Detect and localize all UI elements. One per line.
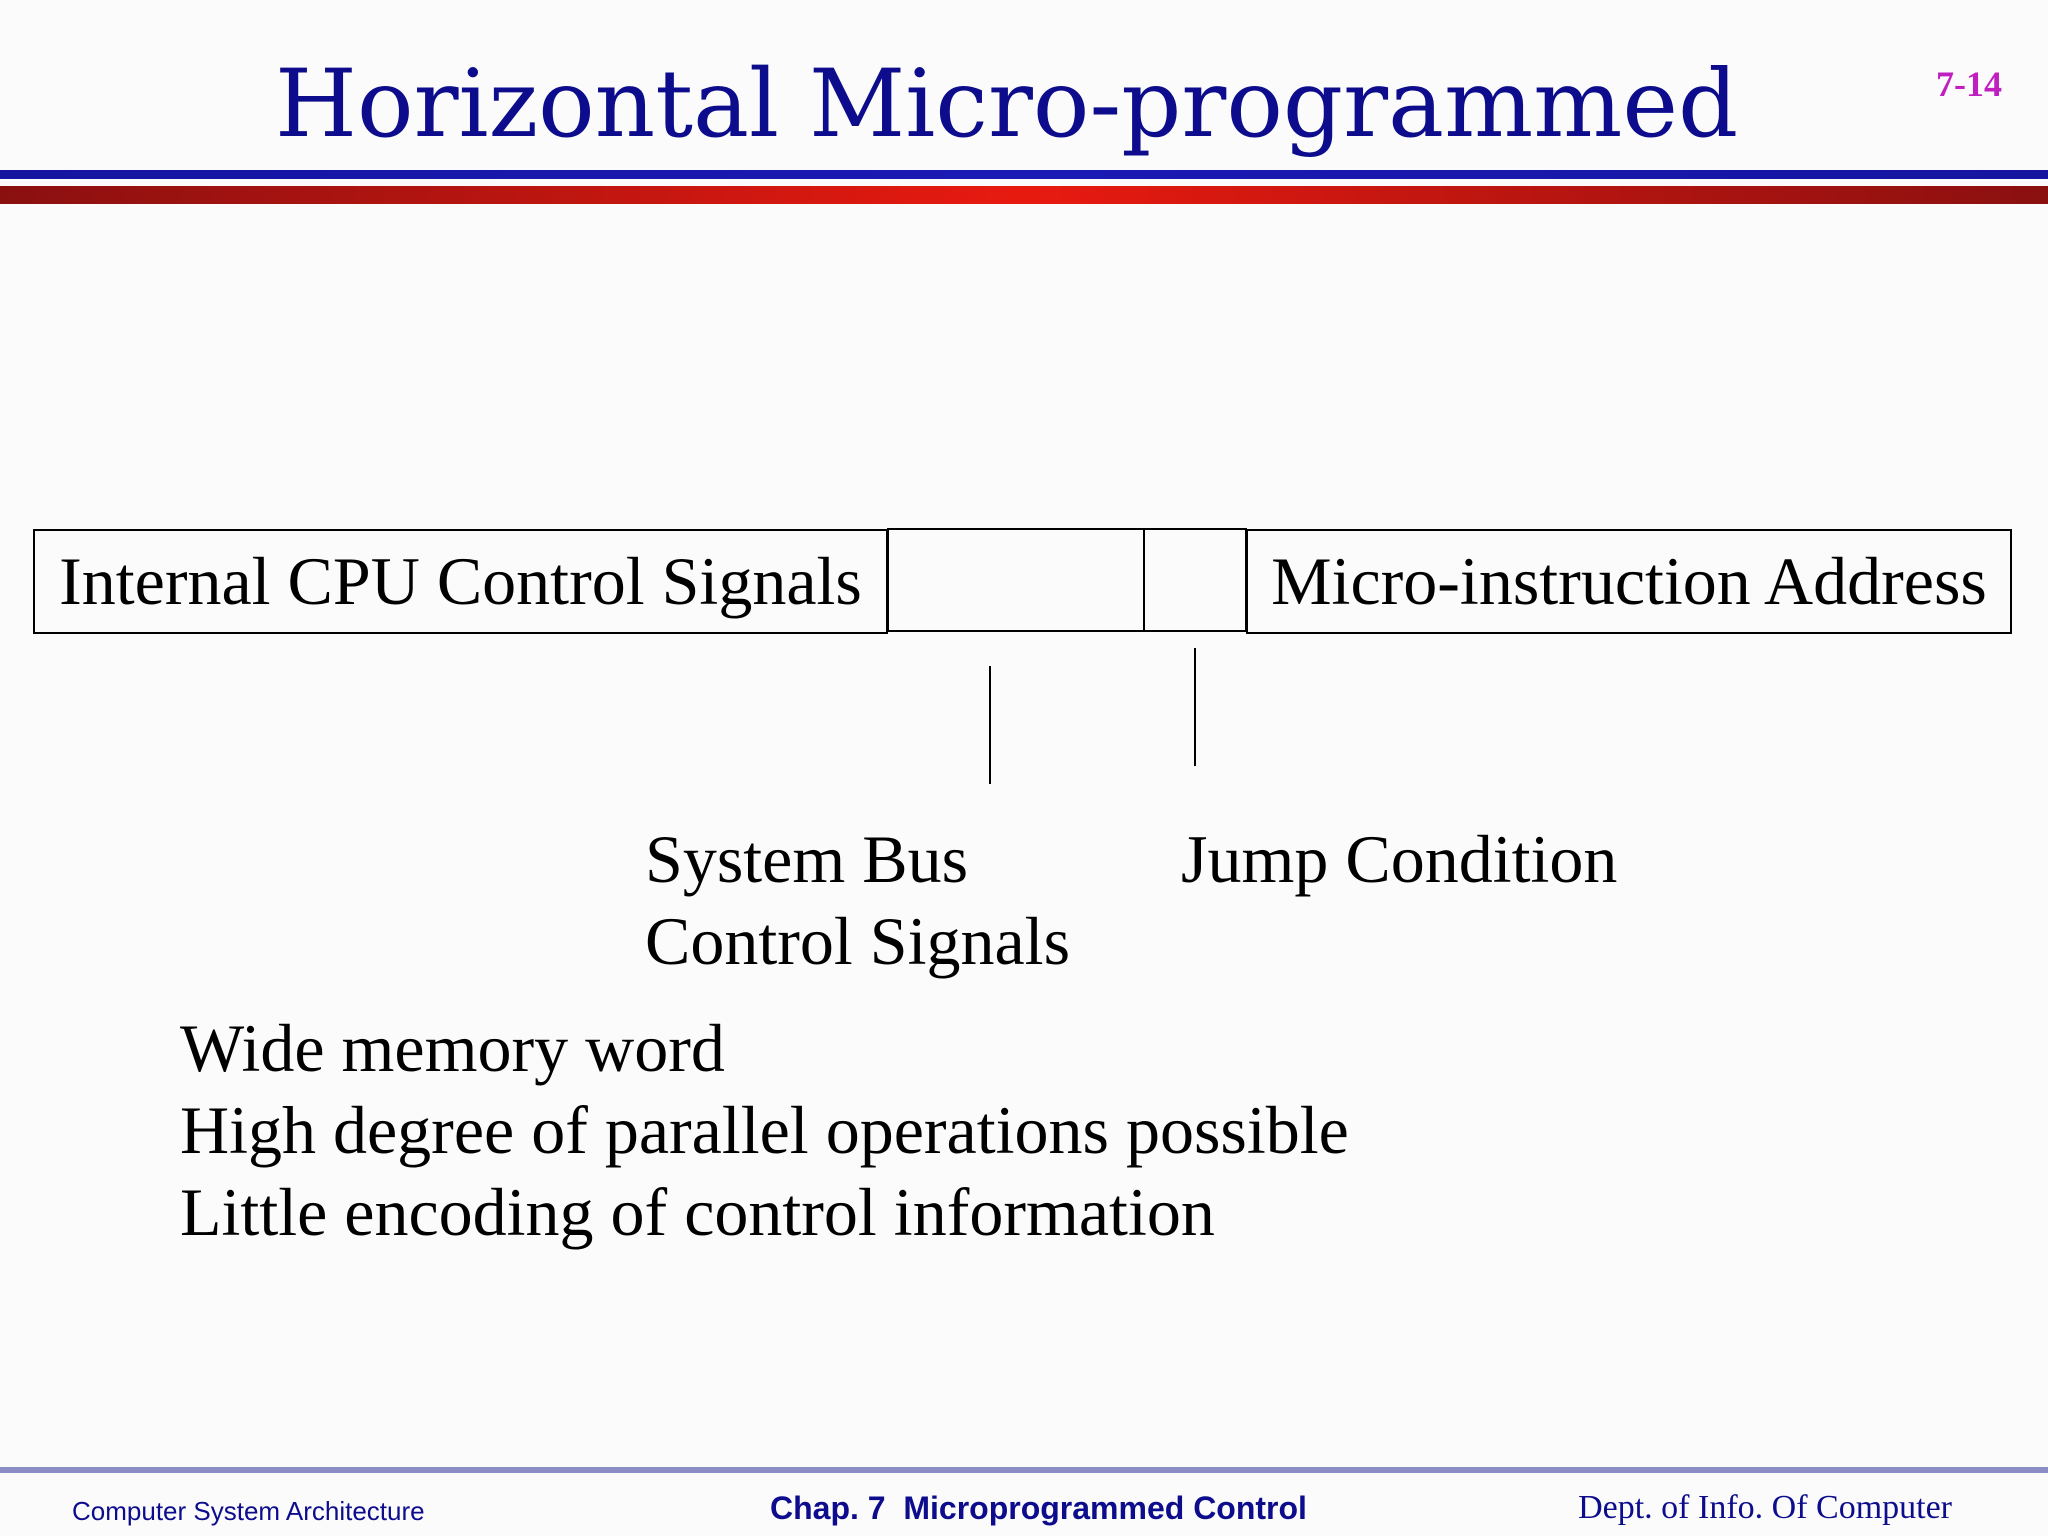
field-jump-condition <box>1143 528 1247 632</box>
list-item: Little encoding of control information <box>180 1174 1215 1250</box>
label-system-bus-line2: Control Signals <box>645 903 1071 979</box>
field-system-bus-control-signals <box>887 528 1145 632</box>
slide-number: 7-14 <box>1936 64 2002 104</box>
footer-chapter-title: Chap. 7 Microprogrammed Control <box>770 1490 1307 1526</box>
list-item: Wide memory word <box>180 1010 725 1086</box>
list-item: High degree of parallel operations possible <box>180 1092 1349 1168</box>
header-rule-blue <box>0 170 2048 179</box>
label-system-bus-line1: System Bus <box>645 821 969 897</box>
header-rule-red <box>0 186 2048 204</box>
characteristics-list <box>180 1007 1349 1253</box>
footer-rule <box>0 1467 2048 1473</box>
footer-department: Dept. of Info. Of Computer <box>1578 1489 1952 1526</box>
field-internal-cpu-control-signals: Internal CPU Control Signals <box>33 529 888 634</box>
slide-title: Horizontal Micro-programmed <box>275 50 1739 159</box>
field-micro-instruction-address: Micro-instruction Address <box>1246 529 2012 634</box>
connector-line-jump-condition <box>1194 648 1196 766</box>
footer-course-title: Computer System Architecture <box>72 1496 425 1526</box>
label-system-bus-control-signals <box>645 818 1070 982</box>
connector-line-system-bus <box>989 666 991 784</box>
label-jump-condition: Jump Condition <box>1181 821 1618 897</box>
